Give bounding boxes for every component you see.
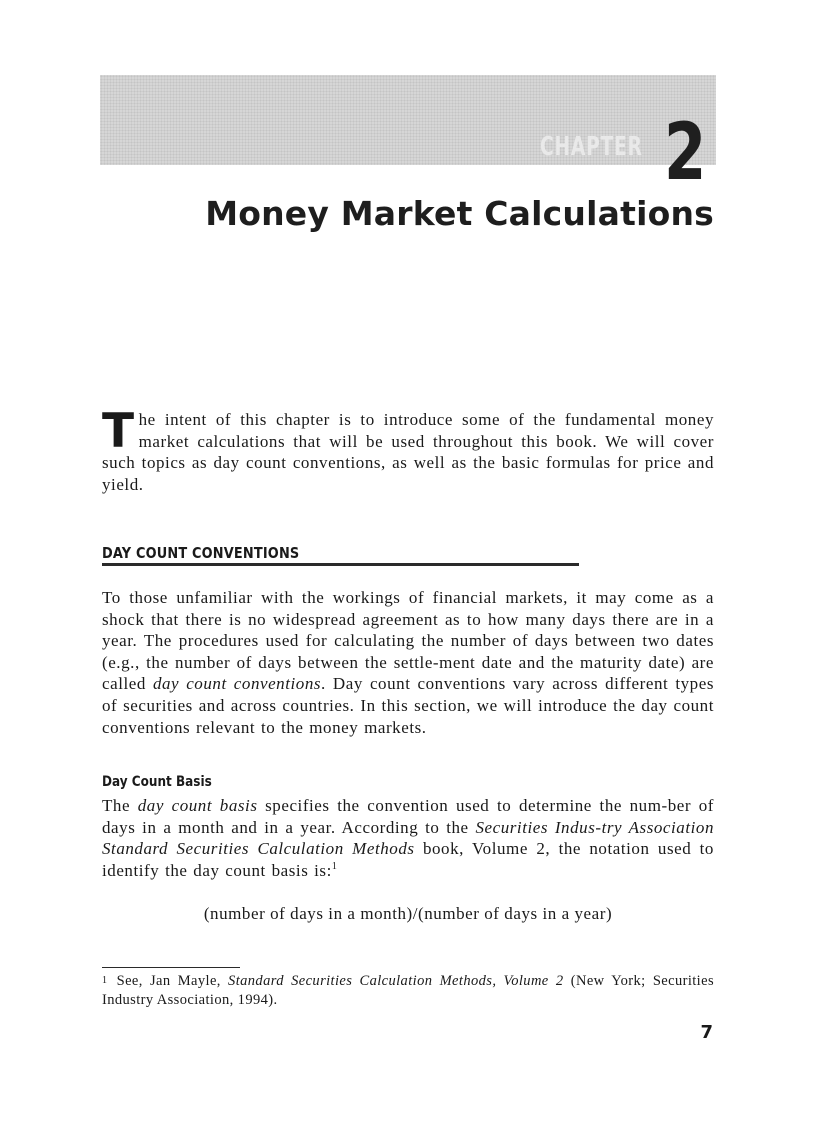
section-term: day count conventions — [152, 674, 322, 694]
basis-paragraph — [102, 795, 714, 881]
chapter-label: CHAPTER — [540, 132, 643, 162]
footnote-rule — [102, 967, 240, 968]
basis-book-title: Securities Indus-try Association Standard Securities Calculation Methods — [102, 817, 714, 859]
section-rule — [102, 563, 579, 566]
drop-cap: T — [102, 404, 135, 459]
section-text-start: To those unfamiliar with the workings of financial markets, it may come as a shock that there is no widespread agreement as to how many days there are in a year. The procedures used for calculating the number of days between two dates (e.g., the number of days between the settle-ment date and the maturity date) are called — [102, 588, 714, 694]
footnote-rest: (New York; Securities Industry Association, 1994). — [102, 973, 714, 1008]
footnote — [102, 972, 714, 1010]
section-paragraph — [102, 587, 714, 738]
chapter-number: 2 — [664, 108, 707, 198]
subsection-heading: Day Count Basis — [102, 774, 212, 790]
footnote-lead: See, Jan Mayle, — [109, 973, 229, 989]
page-number: 7 — [700, 1022, 713, 1043]
basis-text-3: book, Volume 2, the notation used to identify the day count basis is: — [102, 839, 714, 880]
intro-paragraph — [102, 404, 714, 495]
chapter-title: Money Market Calculations — [205, 194, 714, 233]
section-text-end: . Day count conventions vary across different types of securities and across countries. In this section, we will introduce the day count conventions relevant to the money markets. — [102, 674, 714, 737]
day-count-formula: (number of days in a month)/(number of days in a year) — [203, 904, 613, 923]
footnote-reference[interactable]: 1 — [331, 860, 338, 872]
intro-text: he intent of this chapter is to introduce some of the fundamental money market calculations that will be used throughout this book. We will cover such topics as day count conventions, as well as the basic formulas for price and yield. — [102, 410, 714, 494]
footnote-title: Standard Securities Calculation Methods, Volume 2 — [228, 973, 564, 989]
footnote-marker: 1 — [102, 975, 108, 986]
basis-term: day count basis — [137, 796, 258, 815]
basis-text-1: The — [102, 796, 138, 815]
section-heading: DAY COUNT CONVENTIONS — [102, 544, 300, 562]
basis-text-2: specifies the convention used to determine the num-ber of days in a month and in a year. According to the — [102, 796, 714, 837]
